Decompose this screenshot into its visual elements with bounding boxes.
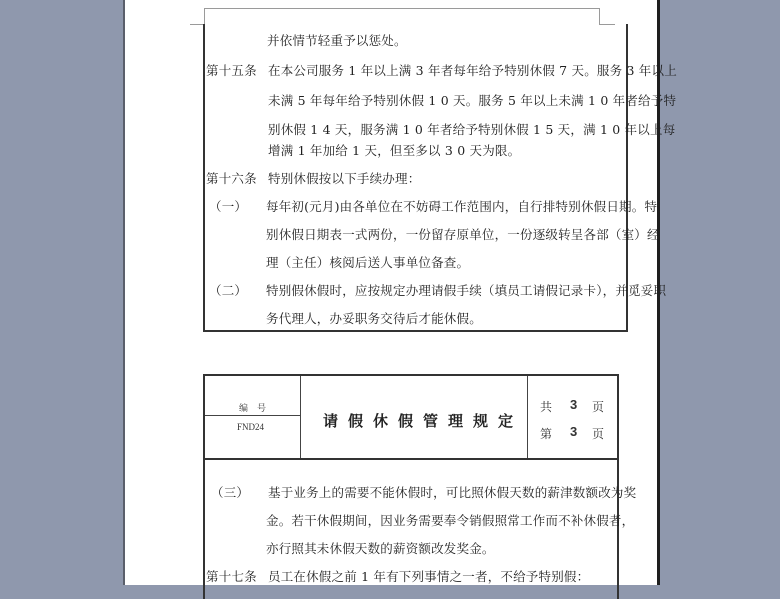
item-3-line-1: 基于业务上的需要不能休假时，可比照休假天数的薪津数额改为奖 bbox=[268, 485, 637, 500]
article-15-label: 第十五条 bbox=[206, 63, 257, 78]
item-3-line-3: 亦行照其未休假天数的薪资额改发奖金。 bbox=[266, 541, 495, 556]
item-1-line-1: 每年初(元月)由各单位在不妨碍工作范围内，自行排特别休假日期。特 bbox=[266, 199, 658, 214]
item-2-line-2: 务代理人，办妥职务交待后才能休假。 bbox=[266, 311, 482, 326]
crop-mark-top-right-v bbox=[599, 8, 600, 24]
article-15-line-1: 在本公司服务 1 年以上满 3 年者每年给予特别休假 7 天。服务 3 年以上 bbox=[268, 63, 677, 78]
article-15-line-3: 别休假 1 4 天，服务满 1 0 年者给予特别休假 1 5 天，满 1 0 年以上每 bbox=[268, 122, 676, 137]
total-pages-prefix: 共 bbox=[540, 400, 553, 414]
article-15-line-4: 增满 1 年加给 1 天，但至多以 3 0 天为限。 bbox=[268, 143, 521, 158]
article-17-text: 员工在休假之前 1 年有下列事情之一者，不给予特别假： bbox=[268, 569, 590, 584]
article-17-label: 第十七条 bbox=[206, 569, 257, 584]
item-1-line-3: 理（主任）核阅后送人事单位备查。 bbox=[266, 255, 470, 270]
number-label: 编 号 bbox=[239, 404, 267, 414]
document-title: 请假休假管理规定 bbox=[323, 412, 524, 430]
continuation-text: 并依情节轻重予以惩处。 bbox=[267, 33, 407, 48]
page-count-cell-divider bbox=[527, 376, 528, 458]
item-3-line-2: 金。若干休假期间，因业务需要奉令销假照常工作而不补休假者， bbox=[266, 513, 635, 528]
item-1-line-2: 别休假日期表一式两份，一份留存原单位，一份逐级转呈各部（室）经 bbox=[266, 227, 660, 242]
number-cell-divider bbox=[205, 415, 300, 416]
article-15-line-2: 未满 5 年每年给予特别休假 1 0 天。服务 5 年以上未满 1 0 年者给予特 bbox=[268, 93, 677, 108]
item-2-line-1: 特别假休假时，应按规定办理请假手续（填员工请假记录卡），并觅妥职 bbox=[266, 283, 667, 298]
item-2-label: （二） bbox=[209, 283, 248, 298]
article-16-label: 第十六条 bbox=[206, 171, 257, 186]
current-page-suffix: 页 bbox=[592, 427, 605, 441]
total-pages-value: 3 bbox=[570, 397, 578, 412]
crop-mark-top-line bbox=[204, 8, 600, 9]
crop-mark-top-left-v bbox=[204, 8, 205, 24]
number-cell bbox=[205, 376, 301, 458]
document-header-table bbox=[203, 374, 619, 460]
item-1-label: （一） bbox=[209, 199, 248, 214]
item-3-label: （三） bbox=[211, 485, 250, 500]
current-page-prefix: 第 bbox=[540, 427, 553, 441]
total-pages-suffix: 页 bbox=[592, 400, 605, 414]
article-16-text: 特别休假按以下手续办理： bbox=[268, 171, 421, 186]
current-page-value: 3 bbox=[570, 424, 578, 439]
crop-mark-top-left-h bbox=[190, 24, 204, 25]
number-value: FND24 bbox=[237, 422, 265, 432]
